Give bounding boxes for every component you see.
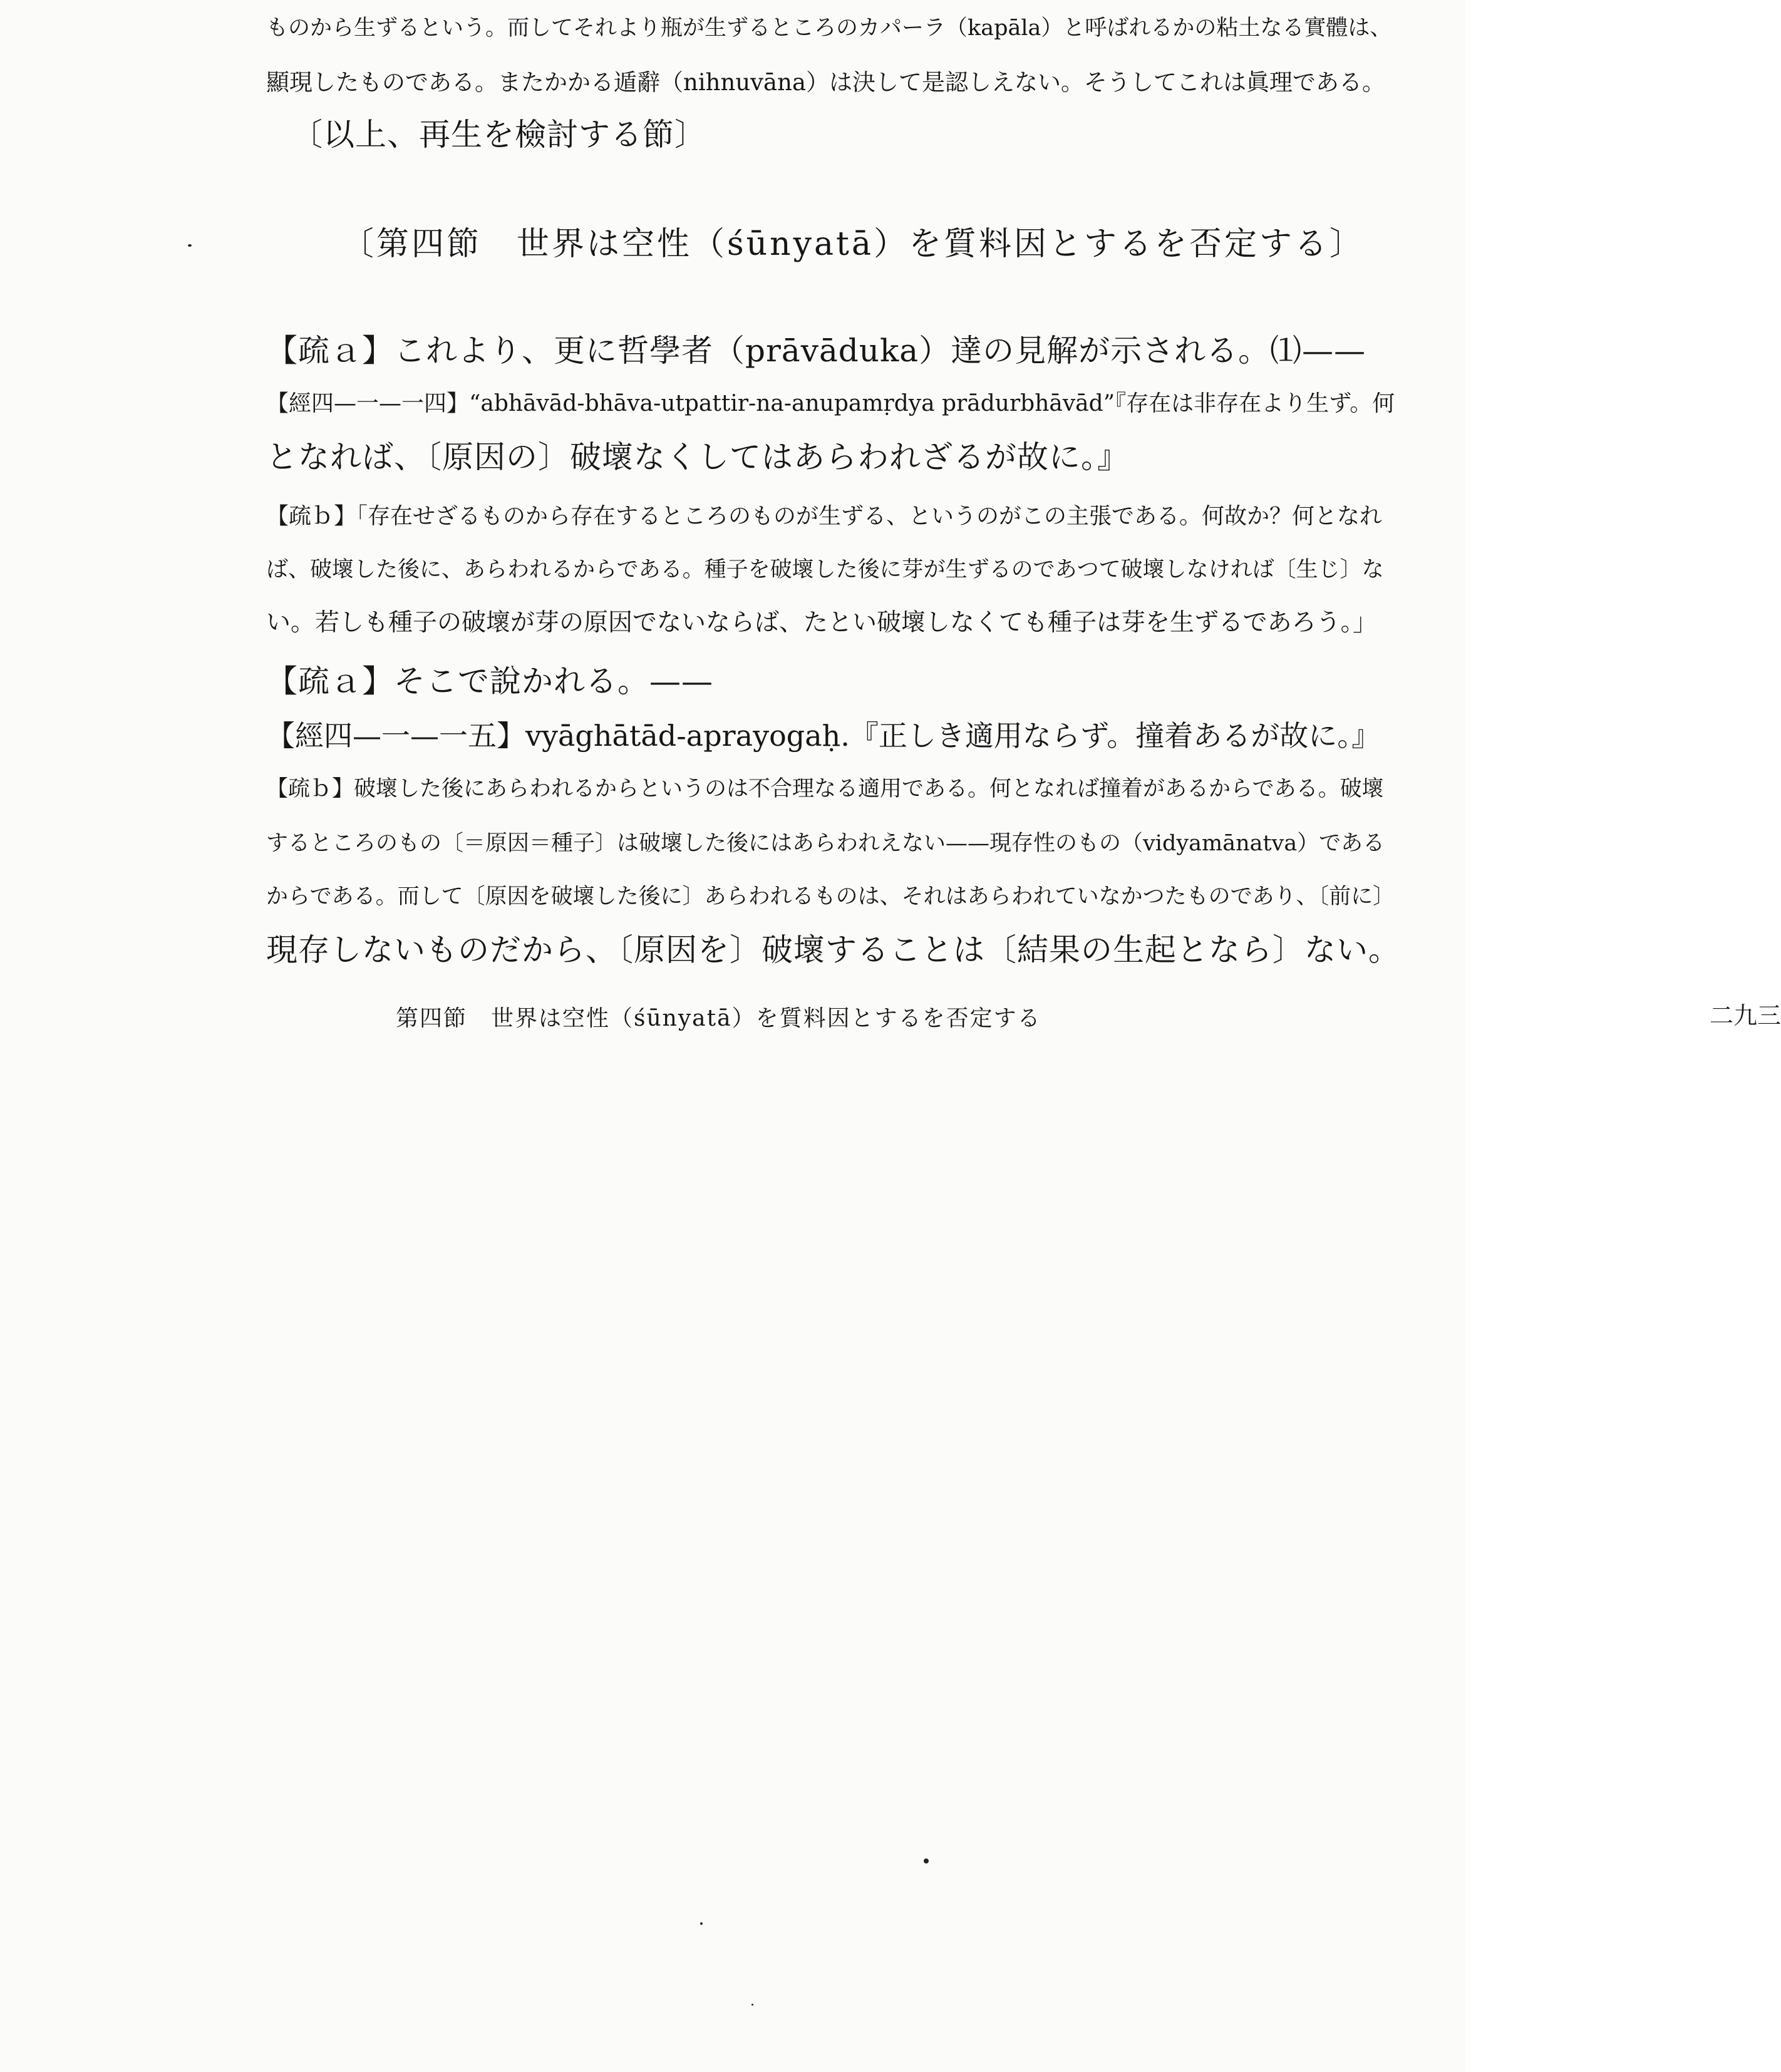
body-line-1: ものから生ずるという。而してそれより瓶が生ずるところのカパーラ（kapāla）と呼ばれるかの粘土なる實體は、 — [266, 16, 1392, 41]
body-line-8: 【疏ｂ】「存在せざるものから存在するところのものが生ずる、というのがこの主張である。何故か？何となれ — [266, 503, 1383, 529]
body-line-3: 〔以上、再生を檢討する節〕 — [291, 116, 706, 153]
print-speck — [924, 1858, 929, 1863]
print-speck — [188, 244, 192, 247]
page-number: 二九三 — [1710, 1002, 1781, 1029]
body-line-5: 【疏ａ】これより、更に哲學者（prāvāduka）達の見解が示される。⑴—— — [266, 332, 1366, 369]
body-line-10: い。若しも種子の破壞が芽の原因でないならば、たとい破壞しなくても種子は芽を生ずるであろう。」 — [266, 609, 1378, 637]
body-line-13: 【疏ｂ】破壞した後にあらわれるからというのは不合理なる適用である。何となれば撞着があるからである。破壞 — [266, 776, 1384, 801]
body-line-14: するところのもの〔＝原因＝種子〕は破壞した後にはあらわれえない——現存性のもの（vidyamānatva）である — [266, 831, 1385, 856]
print-speck — [700, 1922, 703, 1925]
running-footer: 第四節 世界は空性（śūnyatā）を質料因とするを否定する — [396, 1006, 1041, 1031]
print-speck — [751, 2004, 753, 2006]
body-line-7: となれば、〔原因の〕破壞なくしてはあらわれざるが故に。』 — [266, 439, 1129, 475]
body-line-12: 【經四—一—一五】vyāghātād-aprayogaḥ.『正しき適用ならず。撞着あるが故に。』 — [266, 719, 1381, 753]
body-line-9: ば、破壞した後に、あらわれるからである。種子を破壞した後に芽が生ずるのであつて破壞しなければ〔生じ〕な — [266, 557, 1384, 582]
section-heading: 〔第四節 世界は空性（śūnyatā）を質料因とするを否定する〕 — [341, 225, 1365, 263]
body-line-15: からである。而して〔原因を破壞した後に〕あらわれるものは、それはあらわれていなかつたものであり、〔前に〕 — [266, 884, 1395, 909]
body-line-2: 顯現したものである。またかかる遁辭（nihnuvāna）は決して是認しえない。そうしてこれは眞理である。 — [266, 69, 1385, 96]
body-line-16: 現存しないものだから、〔原因を〕破壞することは〔結果の生起となら〕ない。 — [266, 932, 1400, 968]
body-line-11: 【疏ａ】そこで說かれる。—— — [266, 663, 713, 699]
body-line-6: 【經四—一—一四】“abhāvād-bhāva-utpattir-na-anupamṛdya prādurbhāvād”『存在は非存在より生ず。何 — [266, 391, 1395, 416]
